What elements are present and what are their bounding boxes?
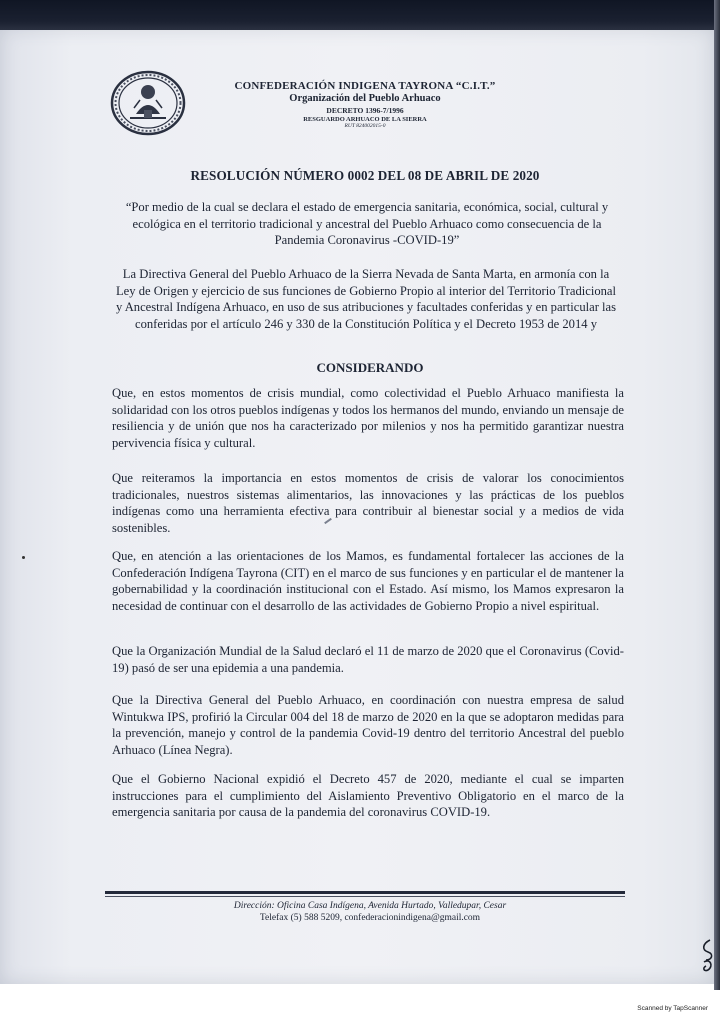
paragraph-6: Que el Gobierno Nacional expidió el Decreto 457 de 2020, mediante el cual se imparten instrucciones para el cumplimiento del Aislamiento Preventivo Obligatorio en el marco de la emergencia sanitaria por causa de la pandemia del coronavirus COVID-19.	[112, 772, 624, 819]
paragraph-4: Que la Organización Mundial de la Salud declaró el 11 de marzo de 2020 que el Coronavirus (Covid-19) pasó de ser una epidemia a una pandemia.	[112, 644, 624, 675]
resolution-subject: “Por medio de la cual se declara el estado de emergencia sanitaria, económica, social, cultural y ecológica en el territorio tradicional y ancestral del Pueblo Arhuaco como consecuencia de la Pandemia Coronavirus -COVID-19”	[125, 200, 609, 247]
confederation-seal-icon	[110, 70, 186, 136]
scanner-watermark: Scanned by TapScanner	[637, 1005, 708, 1012]
decree-number: DECRETO 1396-7/1996	[326, 106, 404, 115]
scan-top-edge	[0, 0, 720, 30]
paragraph-1: Que, en estos momentos de crisis mundial, como colectividad el Pueblo Arhuaco manifiesta la solidaridad con los otros pueblos indígenas y todos los hermanos del mundo, enviando un mensaje de resiliencia y de unión que nos ha caracterizado por milenios y nos ha permitido garantizar nuestra pervivencia física y cultural.	[112, 386, 624, 450]
letterhead	[210, 80, 520, 129]
initials-signature-icon	[696, 936, 718, 976]
rut-number: RUT 824002015-0	[344, 123, 386, 129]
footer	[160, 900, 580, 924]
scan-right-edge	[714, 0, 720, 990]
resolution-title: RESOLUCIÓN NÚMERO 0002 DEL 08 DE ABRIL DE 2020	[190, 168, 540, 183]
footer-contact: Telefax (5) 588 5209, confederacionindigena@gmail.com	[259, 913, 481, 923]
scan-speck	[22, 556, 25, 559]
organization-name: CONFEDERACIÓN INDIGENA TAYRONA “C.I.T.”	[234, 80, 496, 92]
paragraph-5: Que la Directiva General del Pueblo Arhuaco, en coordinación con nuestra empresa de salud Wintukwa IPS, profirió la Circular 004 del 18 de marzo de 2020 en la que se adoptaron medidas para la prevención, manejo y control de la pandemia Covid-19 dentro del territorio Ancestral del pueblo Arhuaco (Línea Negra).	[112, 693, 624, 757]
footer-rule-thin	[105, 896, 625, 897]
considerando-heading: CONSIDERANDO	[316, 360, 424, 375]
footer-address: Dirección: Oficina Casa Indígena, Avenida Hurtado, Valledupar, Cesar	[233, 901, 507, 911]
suborganization-name: Organización del Pueblo Arhuaco	[289, 93, 441, 104]
paragraph-3: Que, en atención a las orientaciones de los Mamos, es fundamental fortalecer las acciones de la Confederación Indígena Tayrona (CIT) en el marco de sus funciones y en particular el de mantener la gobernabilidad y la coordinación institucional con el Estado. Así mismo, los Mamos expresaron la necesidad de continuar con el desarrollo de las actividades de Gobierno Propio a nivel espiritual.	[112, 549, 624, 613]
paragraph-2: Que reiteramos la importancia en estos momentos de crisis de valorar los conocimientos tradicionales, nuestros sistemas alimentarios, las innovaciones y las prácticas de los pueblos indígenas como una herramienta efectiva para contribuir al bienestar social y a medios de vida sostenibles.	[112, 471, 624, 535]
footer-rule	[105, 891, 625, 894]
resguardo-name: RESGUARDO ARHUACO DE LA SIERRA	[303, 116, 427, 123]
preamble: La Directiva General del Pueblo Arhuaco de la Sierra Nevada de Santa Marta, en armonía con la Ley de Origen y ejercicio de sus funciones de Gobierno Propio al interior del Territorio Tradicional y Ancestral Indígena Arhuaco, en uso de sus atribuciones y facultades conferidas y en particular las conferidas por el artículo 246 y 330 de la Constitución Política y el Decreto 1953 de 2014 y	[115, 267, 617, 331]
